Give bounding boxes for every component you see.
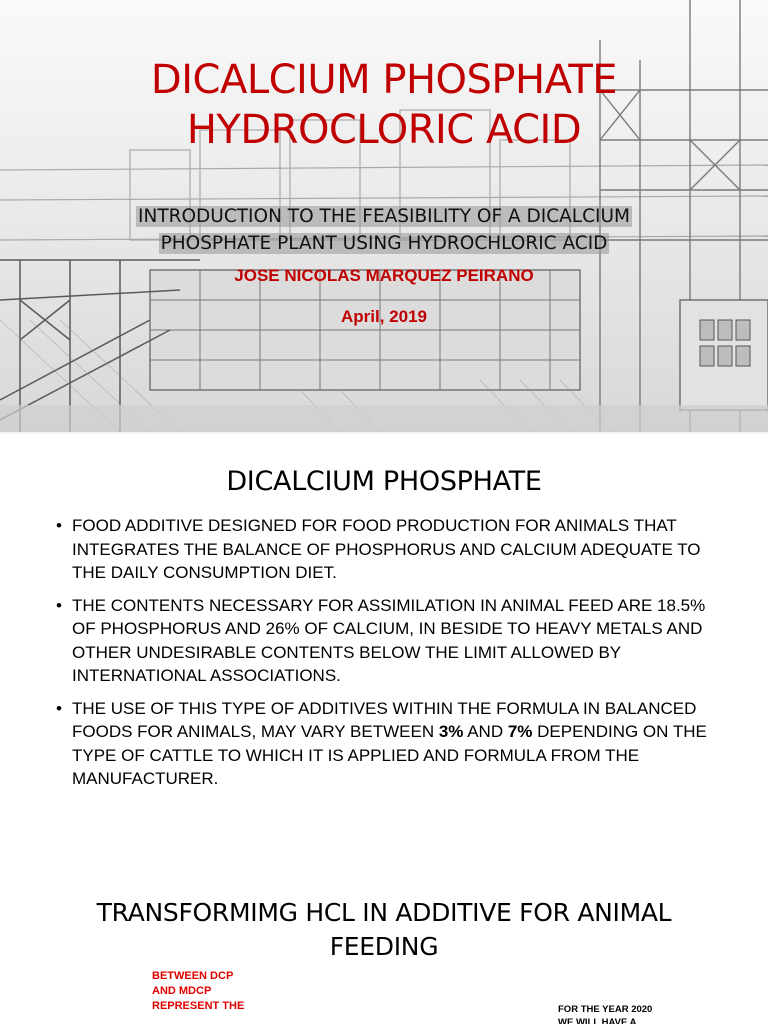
slide-title-line2: HYDROCLORIC ACID [186,107,582,153]
bullet-text-part: THE USE OF THIS TYPE OF ADDITIVES WITHIN THE FORMULA IN BALANCED FOODS FOR ANIMALS, MAY VARY BETWEEN [72,698,697,741]
bullet-dot: • [56,698,62,718]
subtitle-line1 [0,204,768,230]
slide3-title-line2: FEEDING [329,932,439,961]
left-note-line: AND MDCP [152,985,212,997]
bullet-item [56,514,716,585]
subtitle-line2-text: PHOSPHATE PLANT USING HYDROCHLORIC ACID [160,233,608,254]
presentation-date: April, 2019 [341,307,427,326]
subtitle-line1-text: INTRODUCTION TO THE FEASIBILITY OF A DICALCIUM [138,206,630,227]
slide3-title-line1: TRANSFORMIMG HCL IN ADDITIVE FOR ANIMAL [96,898,672,927]
bullet-text-part: AND [463,722,508,741]
bullet-dot: • [56,595,62,615]
bullet-item [56,697,716,791]
subtitle-line2 [0,231,768,257]
right-note-line: WE WILL HAVE A [558,1017,637,1024]
bullet-list [56,514,716,800]
bullet-text: THE CONTENTS NECESSARY FOR ASSIMILATION IN ANIMAL FEED ARE 18.5% OF PHOSPHORUS AND 26% OF CALCIUM, IN BESIDE TO HEAVY METALS AND OTHER UNDESIRABLE CONTENTS BELOW THE LIMIT ALLOWED BY INTERNATIONAL ASSOCIATIONS. [72,595,706,685]
slide2-title: DICALCIUM PHOSPHATE [226,466,542,497]
slide-title-line1: DICALCIUM PHOSPHATE [150,57,618,103]
right-note-line: FOR THE YEAR 2020 [558,1004,653,1015]
bullet-text-part: DEPENDING ON THE TYPE OF CATTLE TO WHICH IT IS APPLIED AND FORMULA FROM THE MANUFACTURER. [72,722,707,788]
bullet-dot: • [56,516,62,535]
author-name: JOSE NICOLAS MARQUEZ PEIRANO [234,266,534,285]
transforming-hcl-slide [0,864,768,1024]
left-note-line: BETWEEN DCP [152,970,234,982]
bullet-text: FOOD ADDITIVE DESIGNED FOR FOOD PRODUCTION FOR ANIMALS THAT INTEGRATES THE BALANCE OF PHOSPHORUS AND CALCIUM ADEQUATE TO THE DAILY CONSUMPTION DIET. [72,516,701,582]
dicalcium-phosphate-slide [0,434,768,864]
bullet-item [56,594,716,688]
left-note-line: REPRESENT THE [152,1000,245,1012]
title-slide [0,0,768,432]
bullet-bold-value: 3% [438,722,464,741]
left-note [152,969,312,1014]
bullet-bold-value: 7% [507,722,533,741]
bullet-text [72,699,707,789]
right-note [558,1003,718,1024]
